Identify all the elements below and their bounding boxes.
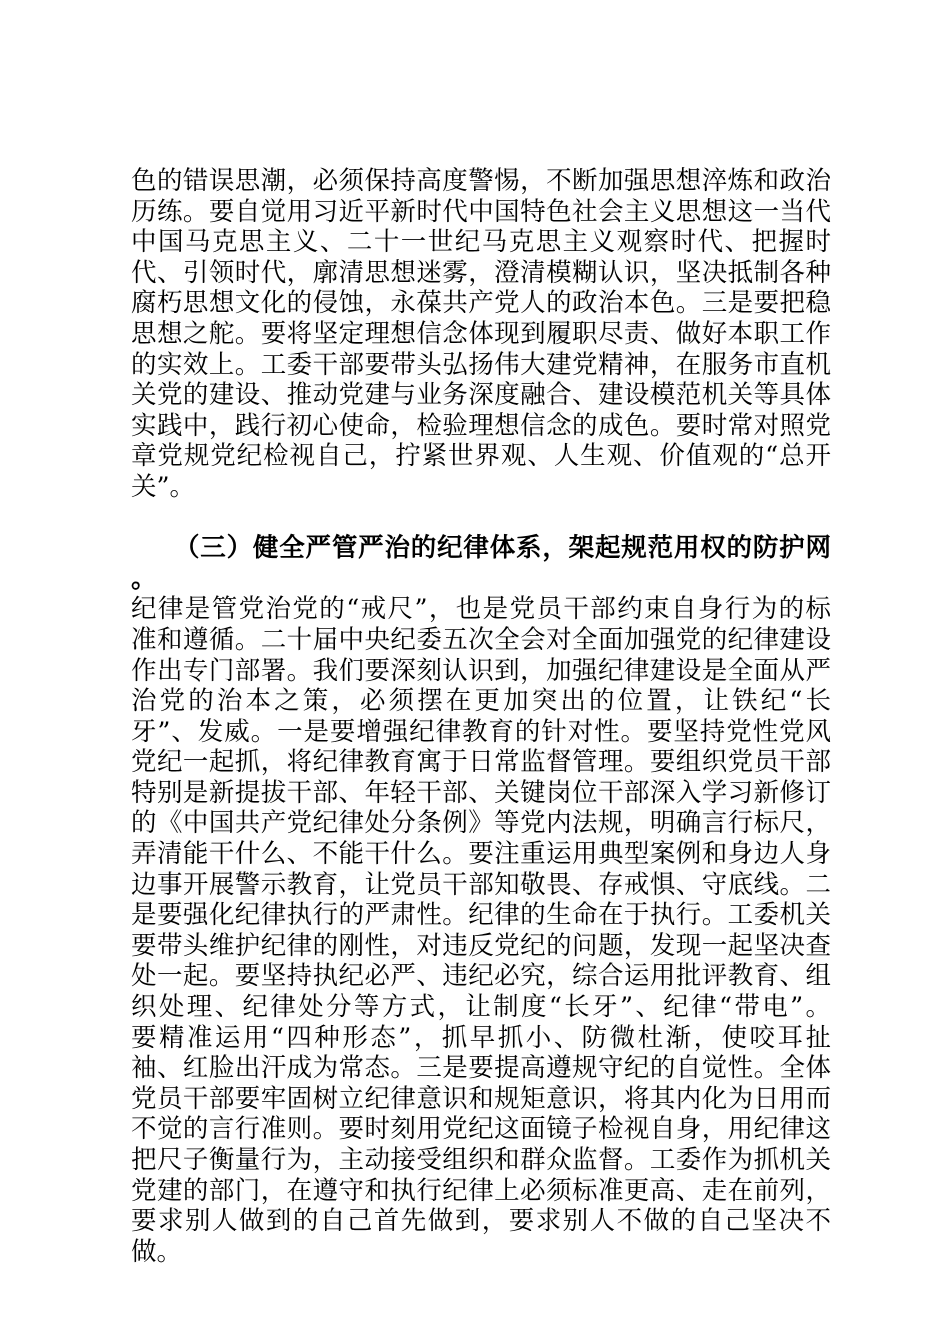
text-line: 实践中，践行初心使命，检验理想信念的成色。要时常对照党 bbox=[131, 410, 831, 441]
text-line: 弄清能干什么、不能干什么。要注重运用典型案例和身边人身 bbox=[131, 839, 831, 870]
text-line: 历练。要自觉用习近平新时代中国特色社会主义思想这一当代 bbox=[131, 196, 831, 227]
text-line: 要精准运用“四种形态”，抓早抓小、防微杜渐，使咬耳扯 bbox=[131, 1022, 831, 1053]
text-line: 准和遵循。二十届中央纪委五次全会对全面加强党的纪律建设 bbox=[131, 624, 831, 655]
text-line: 处一起。要坚持执纪必严、违纪必究，综合运用批评教育、组 bbox=[131, 961, 831, 992]
text-line: 边事开展警示教育，让党员干部知敬畏、存戒惧、守底线。二 bbox=[131, 869, 831, 900]
text-line: 党纪一起抓，将纪律教育寓于日常监督管理。要组织党员干部 bbox=[131, 747, 831, 778]
text-line: 要带头维护纪律的刚性，对违反党纪的问题，发现一起坚决查 bbox=[131, 930, 831, 961]
text-line: 关党的建设、推动党建与业务深度融合、建设模范机关等具体 bbox=[131, 380, 831, 411]
document-body bbox=[131, 166, 831, 1267]
text-line: 特别是新提拔干部、年轻干部、关键岗位干部深入学习新修订 bbox=[131, 777, 831, 808]
text-line: 章党规党纪检视自己，拧紧世界观、人生观、价值观的“总开 bbox=[131, 441, 831, 472]
text-line: 织处理、纪律处分等方式，让制度“长牙”、纪律“带电”。 bbox=[131, 992, 831, 1023]
text-line: 代、引领时代，廓清思想迷雾，澄清模糊认识，坚决抵制各种 bbox=[131, 257, 831, 288]
section-heading: （三）健全严管严治的纪律体系，架起规范用权的防护网。 bbox=[131, 533, 831, 594]
text-line: 纪律是管党治党的“戒尺”，也是党员干部约束自身行为的标 bbox=[131, 594, 831, 625]
text-line: 思想之舵。要将坚定理想信念体现到履职尽责、做好本职工作 bbox=[131, 318, 831, 349]
text-line: 治党的治本之策，必须摆在更加突出的位置，让铁纪“长 bbox=[131, 686, 831, 717]
text-line: 要求别人做到的自己首先做到，要求别人不做的自己坚决不 bbox=[131, 1206, 831, 1237]
text-line: 腐朽思想文化的侵蚀，永葆共产党人的政治本色。三是要把稳 bbox=[131, 288, 831, 319]
text-line: 不觉的言行准则。要时刻用党纪这面镜子检视自身，用纪律这 bbox=[131, 1114, 831, 1145]
text-line: 色的错误思潮，必须保持高度警惕，不断加强思想淬炼和政治 bbox=[131, 166, 831, 196]
text-line: 牙”、发威。一是要增强纪律教育的针对性。要坚持党性党风 bbox=[131, 716, 831, 747]
text-line: 把尺子衡量行为，主动接受组织和群众监督。工委作为抓机关 bbox=[131, 1145, 831, 1175]
text-line: 的实效上。工委干部要带头弘扬伟大建党精神，在服务市直机 bbox=[131, 349, 831, 380]
paragraph-spacer bbox=[131, 503, 831, 534]
text-line: 的《中国共产党纪律处分条例》等党内法规，明确言行标尺， bbox=[131, 808, 831, 839]
text-line: 党员干部要牢固树立纪律意识和规矩意识，将其内化为日用而 bbox=[131, 1083, 831, 1114]
paragraph-ideological-foundation bbox=[131, 166, 831, 503]
text-line: 党建的部门，在遵守和执行纪律上必须标准更高、走在前列， bbox=[131, 1175, 831, 1206]
text-line: 中国马克思主义、二十一世纪马克思主义观察时代、把握时 bbox=[131, 227, 831, 258]
text-line: 是要强化纪律执行的严肃性。纪律的生命在于执行。工委机关 bbox=[131, 900, 831, 931]
text-line: 关”。 bbox=[131, 471, 196, 502]
text-line: 作出专门部署。我们要深刻认识到，加强纪律建设是全面从严 bbox=[131, 655, 831, 686]
text-line: 袖、红脸出汗成为常态。三是要提高遵规守纪的自觉性。全体 bbox=[131, 1053, 831, 1084]
paragraph-discipline-system bbox=[131, 594, 831, 1267]
text-line: 做。 bbox=[131, 1236, 183, 1267]
